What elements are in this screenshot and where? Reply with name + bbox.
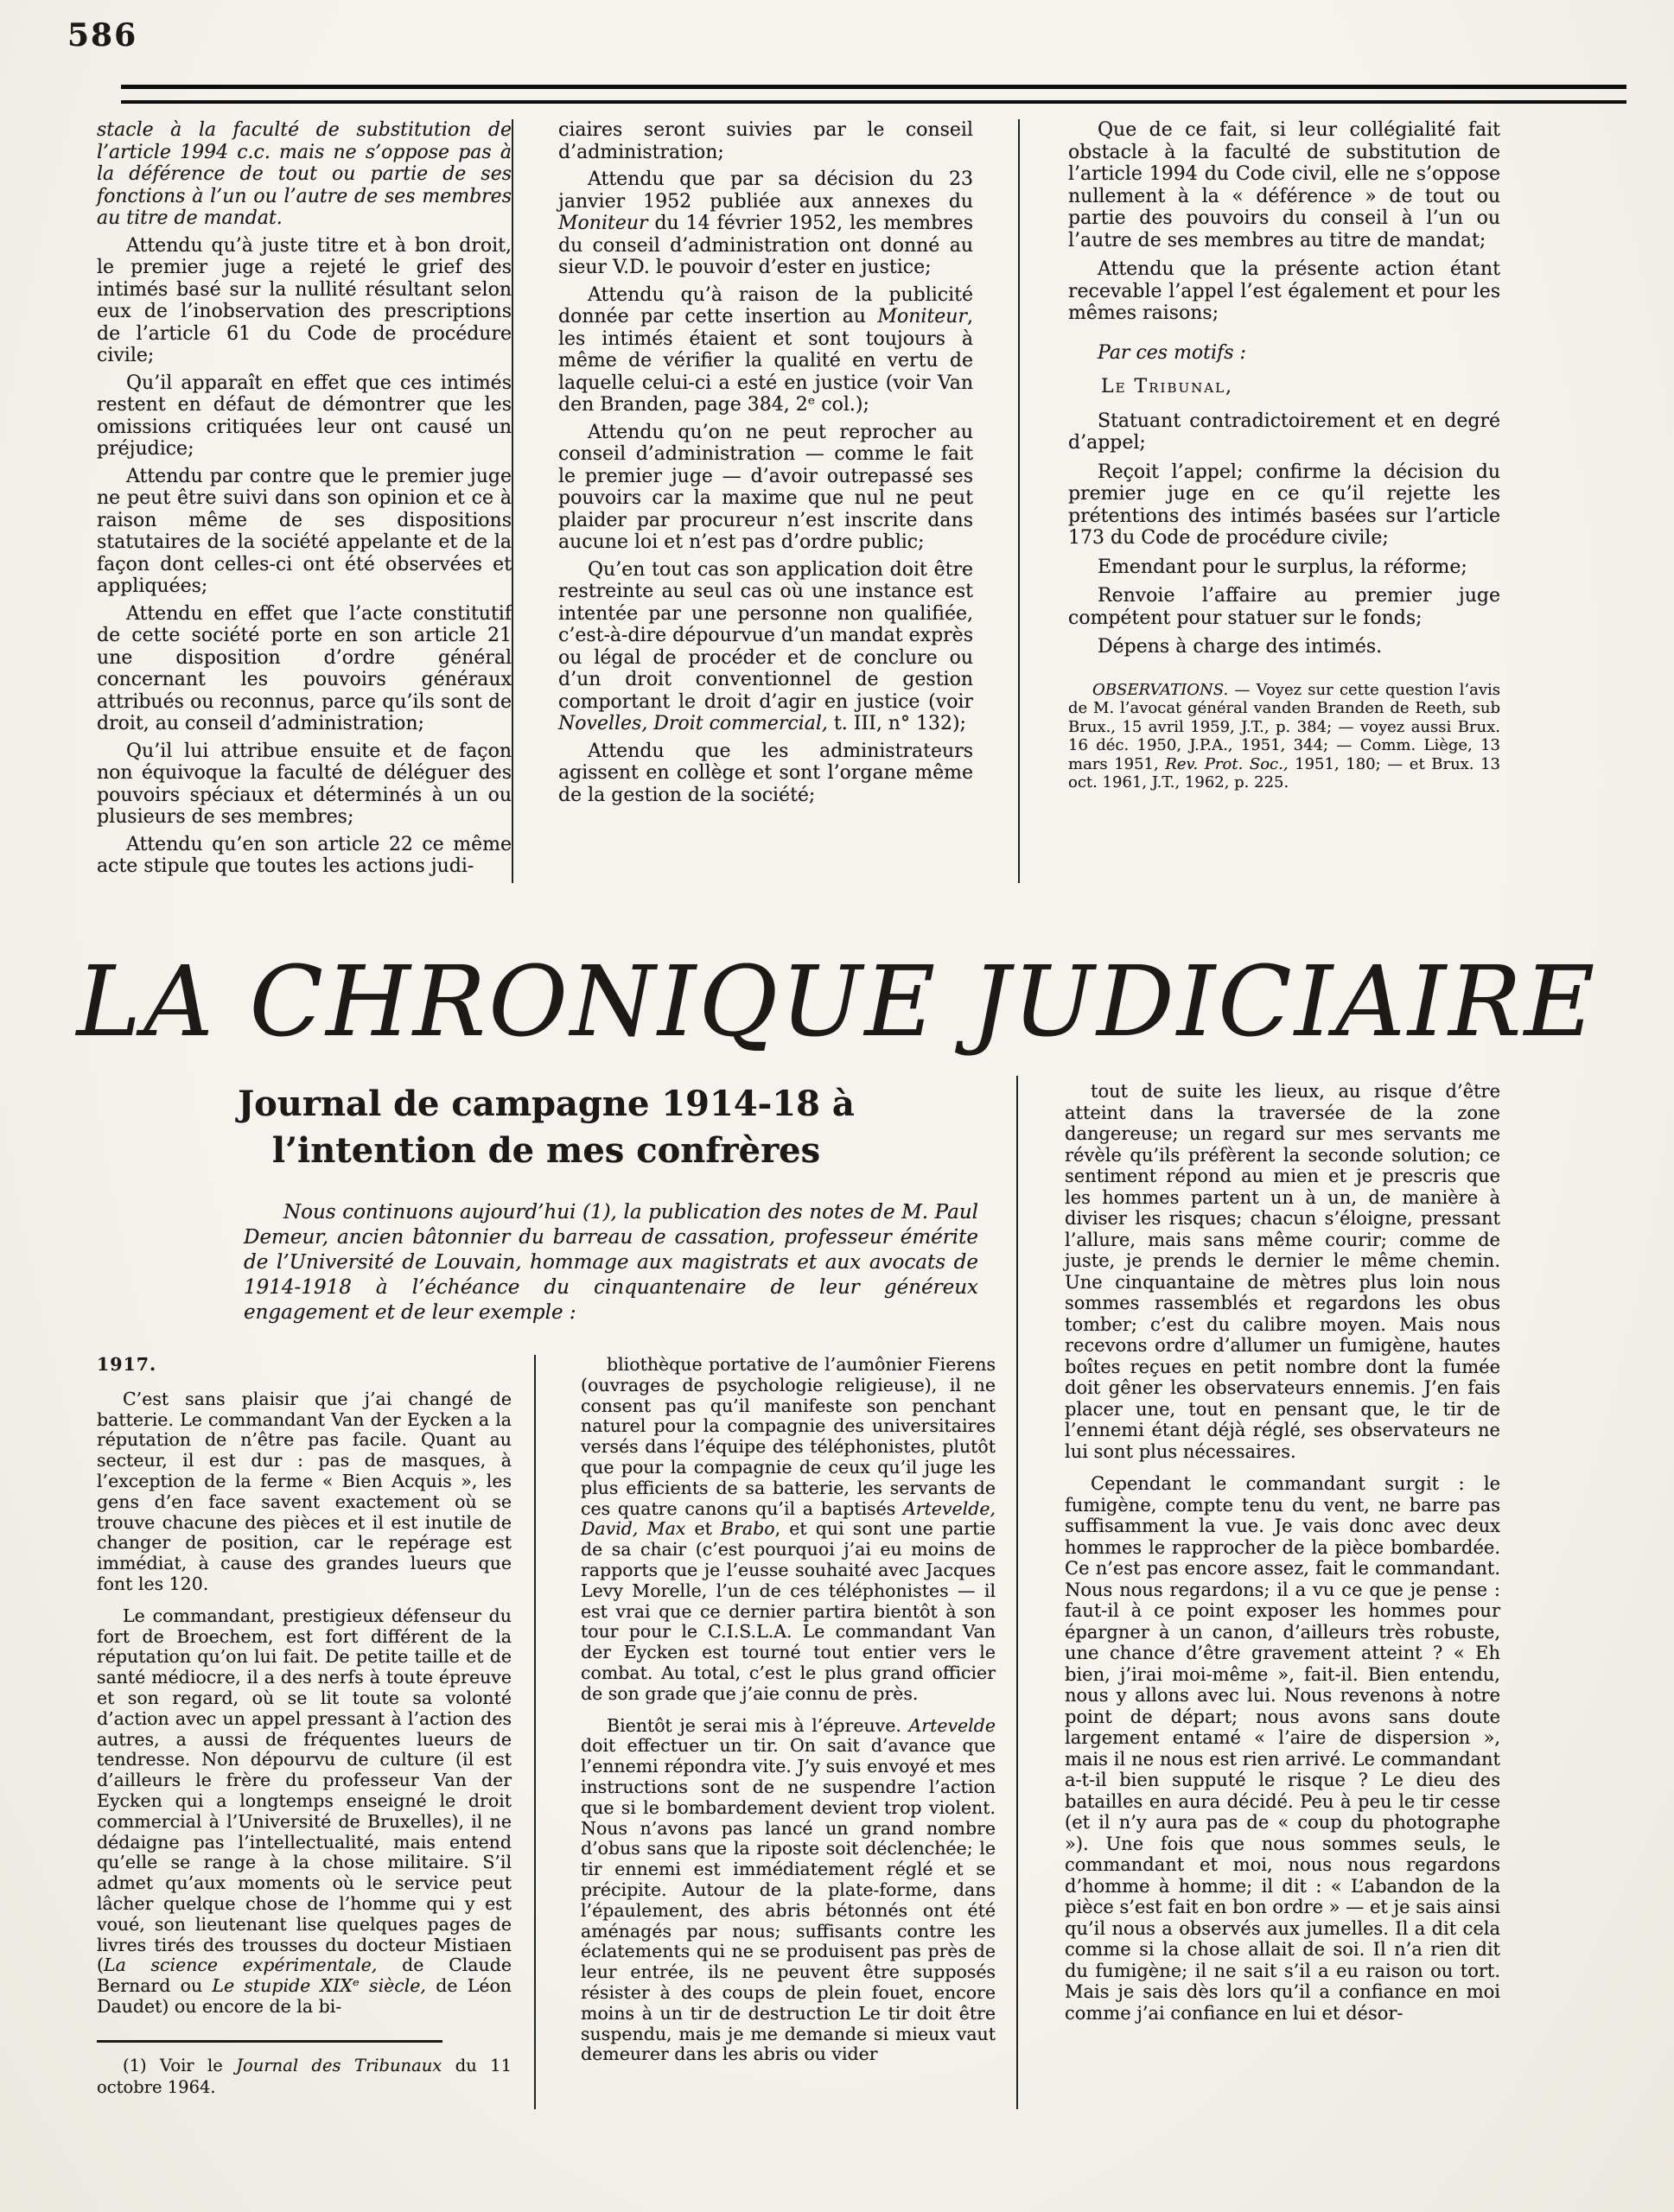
paragraph: Statuant contradictoirement et en degré d’appel; bbox=[1068, 410, 1500, 454]
paragraph: bliothèque portative de l’aumônier Fierens (ouvrages de psychologie religieuse), il ne consent pas qu’il manifeste son penchant naturel pour la compagnie des universitaires versés dans l’équipe des téléphonistes, plutôt que pour la compagnie de ceux qu’il juge les plus efficients de sa batterie, les servants de ces quatre canons qu’il a baptisés Artevelde, David, Max et Brabo, et qui sont une partie de sa chair (c’est pourquoi j’ai eu moins de rapports que je l’eusse souhaité avec Jacques Levy Morelle, l’un de ces téléphonistes — il est vrai que ce dernier partira bientôt à son tour pour le C.I.S.L.A. Le commandant Van der Eycken est tourné tout entier vers le combat. Au total, c’est le plus grand officier de son grade que j’aie connu de près. bbox=[581, 1354, 996, 1704]
footnote bbox=[97, 2040, 512, 2098]
paragraph: Par ces motifs : bbox=[1098, 341, 1246, 364]
paragraph: OBSERVATIONS. — Voyez sur cette question l’avis de M. l’avocat général vanden Branden de Reeth, sub Brux., 15 avril 1959, J.T., p. 384; — voyez aussi Brux. 16 déc. 1950, J.P.A., 1951, 344; — Comm. Liège, 13 mars 1951, Rev. Prot. Soc., 1951, 180; — et Brux. 13 oct. 1961, J.T., 1962, p. 225. bbox=[1068, 680, 1500, 791]
paragraph: Attendu que par sa décision du 23 janvier 1952 publiée aux annexes du Moniteur du 14 février 1952, les membres du conseil d’administration ont donné au sieur V.D. le pouvoir d’ester en justice; bbox=[558, 168, 973, 278]
paragraph: C’est sans plaisir que j’ai changé de batterie. Le commandant Van der Eycken a la réputation de n’être pas facile. Quant au secteur, il est dur : pas de masques, à l’exception de la ferme « Bien Acquis », les gens d’en face savent exactement où se trouve chacune des pièces et il est inutile de changer de position, car le repérage est immédiat, à cause des grandes lueurs que font les 120. bbox=[97, 1388, 512, 1594]
article-column-1 bbox=[97, 1355, 512, 2109]
header-double-rule bbox=[121, 85, 1626, 104]
paragraph: Que de ce fait, si leur collégialité fait obstacle à la faculté de substitution de l’article 1994 du Code civil, elle ne s’oppose nullement à la « déférence » de tout ou partie des pouvoirs du conseil à l’un ou l’autre de ses membres au titre de mandat; bbox=[1068, 119, 1500, 251]
paragraph: Emendant pour le surplus, la réforme; bbox=[1098, 556, 1467, 578]
decision-column-2 bbox=[512, 119, 1020, 883]
article-intro: Nous continuons aujourd’hui (1), la publication des notes de M. Paul Demeur, ancien bâtonnier du barreau de cassation, professeur émérite de l’Université de Louvain, hommage aux magistrats et aux avocats de 1914-1918 à l’échéance du cinquantenaire de leur généreux engagement et de leur exemple : bbox=[244, 1201, 978, 1324]
page-number: 586 bbox=[67, 17, 138, 54]
article-section bbox=[97, 1076, 1500, 2109]
footnote-rule bbox=[97, 2040, 442, 2043]
decision-column-3 bbox=[1020, 119, 1500, 883]
decision-column-1 bbox=[97, 119, 512, 883]
article-main-block bbox=[97, 1076, 996, 2109]
paragraph: Cependant le commandant surgit : le fumigène, compte tenu du vent, ne barre pas suffisamment la vue. Je vais donc avec deux hommes le rapprocher de la pièce bombardée. Ce n’est pas encore assez, fait le commandant. Nous nous regardons; il a vu ce que je pense : faut-il à ce point exposer les hommes pour épargner à un canon, d’ailleurs très robuste, une chance d’être gravement atteint ? « Eh bien, j’irai moi-même », fait-il. Bien entendu, nous y allons avec lui. Nous revenons à notre point de départ; nous avons sans doute largement entamé « l’aire de dispersion », mais il ne nous est rien arrivé. Le commandant a-t-il bien supputé le risque ? Le dieu des batailles en aura décidé. Peu à peu le tir cesse (et il n’y aura pas de « coup du photographe »). Une fois que nous sommes seuls, le commandant et moi, nous nous regardons d’homme à homme; il dit : « L’abandon de la pièce s’est fait en bon ordre » — et je sais ainsi qu’il nous a observés aux jumelles. Il a dit cela comme si la chose allait de soi. Il n’a rien dit du fumigène; il ne sait s’il a eu raison ou tort. Mais je sais dès lors qu’il a confiance en moi comme j’ai confiance en lui et désor- bbox=[1065, 1473, 1500, 2024]
paragraph: Le commandant, prestigieux défenseur du fort de Broechem, est fort différent de la réputation qu’on lui fait. De petite taille et de santé médiocre, il a des nerfs à toute épreuve et son regard, où se lit toute sa volonté d’action avec un appel pressant à l’action des autres, a aussi de fréquentes lueurs de tendresse. Non dépourvu de culture (il est d’ailleurs le frère du professeur Van der Eycken qui a longtemps enseigné le droit commercial à l’Université de Bruxelles), il ne dédaigne pas l’intellectualité, mais entend qu’elle se range à la chose militaire. S’il admet qu’aux moments où le service peut lâcher quelque chose de l’homme qui y est voué, son lieutenant lise quelques pages de livres tirés des trousses du docteur Mistiaen (La science expérimentale, de Claude Bernard ou Le stupide XIXᵉ siècle, de Léon Daudet) ou encore de la bi- bbox=[97, 1605, 512, 2017]
paragraph: Qu’il lui attribue ensuite et de façon non équivoque la faculté de déléguer des pouvoirs spéciaux et déterminés à un ou plusieurs de ses membres; bbox=[97, 740, 512, 828]
footnote-text: (1) Voir le Journal des Tribunaux du 11 octobre 1964. bbox=[97, 2055, 512, 2097]
article-column-3 bbox=[1016, 1076, 1500, 2109]
article-column-2 bbox=[534, 1355, 996, 2109]
paragraph: Attendu qu’en son article 22 ce même acte stipule que toutes les actions judi- bbox=[97, 833, 512, 877]
paragraph: Attendu que les administrateurs agissent en collège et sont l’organe même de la gestion de la société; bbox=[558, 740, 973, 806]
paragraph: tout de suite les lieux, au risque d’être atteint dans la traversée de la zone dangereuse; un regard sur mes servants me révèle qu’ils préfèrent la seconde solution; ce sentiment répond au mien et je prescris que les hommes partent un à un, de manière à diviser les risques; chacun s’éloigne, pressant l’allure, mais sans même courir; comme de juste, je prends le dernier le même chemin. Une cinquantaine de mètres plus loin nous sommes rassemblés et regardons les obus tomber; c’est du calibre moyen. Mais nous recevons ordre d’allumer un fumigène, hautes boîtes reçues en petit nombre dont la fumée doit gêner les observateurs ennemis. J’en fais placer une, tout en pensant que, le tir de l’ennemi étant déjà réglé, ses observateurs ne lui sont plus nécessaires. bbox=[1065, 1081, 1500, 1462]
paragraph: Reçoit l’appel; confirme la décision du premier juge en ce qu’il rejette les prétentions des intimés basées sur l’article 173 du Code de procédure civile; bbox=[1068, 461, 1500, 549]
paragraph: Attendu qu’à raison de la publicité donnée par cette insertion au Moniteur, les intimés étaient et sont toujours à même de vérifier la qualité en vertu de laquelle celui-ci a esté en justice (voir Van den Branden, page 384, 2ᵉ col.); bbox=[558, 283, 973, 416]
article-column-1-text bbox=[97, 1355, 512, 2018]
paragraph: Renvoie l’affaire au premier juge compétent pour statuer sur le fonds; bbox=[1068, 585, 1500, 629]
paragraph: Qu’en tout cas son application doit être restreinte au seul cas où une instance est intentée par une personne non qualifiée, c’est-à-dire dépourvue d’un mandat exprès ou légal de procéder et de conclure ou d’un droit conventionnel de gestion comportant le droit d’agir en justice (voir Novelles, Droit commercial, t. III, n° 132); bbox=[558, 558, 973, 734]
article-columns bbox=[97, 1355, 996, 2109]
chronique-banner-title: LA CHRONIQUE JUDICIAIRE bbox=[76, 946, 1598, 1058]
paragraph: 1917. bbox=[97, 1354, 157, 1375]
paragraph: Bientôt je serai mis à l’épreuve. Artevelde doit effectuer un tir. On sait d’avance que l’ennemi répondra vite. J’y suis envoyé et mes instructions sont de ne suspendre l’action que si le bombardement devient trop violent. Nous n’avons pas lancé un grand nombre d’obus sans que la riposte soit déclenchée; le tir ennemi est immédiatement réglé et se précipite. Autour de la plate-forme, dans l’épaulement, des abris bétonnés ont été aménagés par nous; suffisants contre les éclatements qui ne se produisent pas près de leur entrée, ils ne peuvent être supposés résister à des coups de plein fouet, encore moins à un tir de destruction Le tir doit être suspendu, mais je me demande si mieux vaut demeurer dans les abris ou vider bbox=[581, 1714, 996, 2065]
paragraph: Dépens à charge des intimés. bbox=[1098, 636, 1383, 658]
paragraph: Attendu en effet que l’acte constitutif de cette société porte en son article 21 une disposition d’ordre général concernant les pouvoirs généraux attribués ou reconnus, parce qu’ils sont de droit, au conseil d’administration; bbox=[97, 602, 512, 734]
paragraph: Le Tribunal, bbox=[1101, 376, 1234, 397]
paragraph: Attendu que la présente action étant recevable l’appel l’est également et pour les mêmes raisons; bbox=[1068, 258, 1500, 324]
article-title: Journal de campagne 1914-18 à l’intention de mes confrères bbox=[238, 1084, 855, 1171]
paragraph: stacle à la faculté de substitution de l’article 1994 c.c. mais ne s’oppose pas à la déférence de tout ou partie de ses fonctions à l’un ou l’autre de ses membres au titre de mandat. bbox=[97, 119, 512, 229]
paragraph: Qu’il apparaît en effet que ces intimés restent en défaut de démontrer que les omissions critiquées leur ont causé un préjudice; bbox=[97, 372, 512, 460]
paragraph: Attendu par contre que le premier juge ne peut être suivi dans son opinion et ce à raison même de ses dispositions statutaires de la société appelante et de la façon dont celles-ci ont été observées et appliquées; bbox=[97, 465, 512, 597]
paragraph: Attendu qu’on ne peut reprocher au conseil d’administration — comme le fait le premier juge — d’avoir outrepassé ses pouvoirs car la maxime que nul ne peut plaider par procureur n’est inscrite dans aucune loi et n’est pas d’ordre public; bbox=[558, 421, 973, 553]
decision-section bbox=[97, 119, 1500, 883]
paragraph: ciaires seront suivies par le conseil d’administration; bbox=[558, 119, 973, 163]
paragraph: Attendu qu’à juste titre et à bon droit, le premier juge a rejeté le grief des intimés basé sur la nullité résultant selon eux de l’inobservation des prescriptions de l’article 61 du Code de procédure civile; bbox=[97, 234, 512, 366]
